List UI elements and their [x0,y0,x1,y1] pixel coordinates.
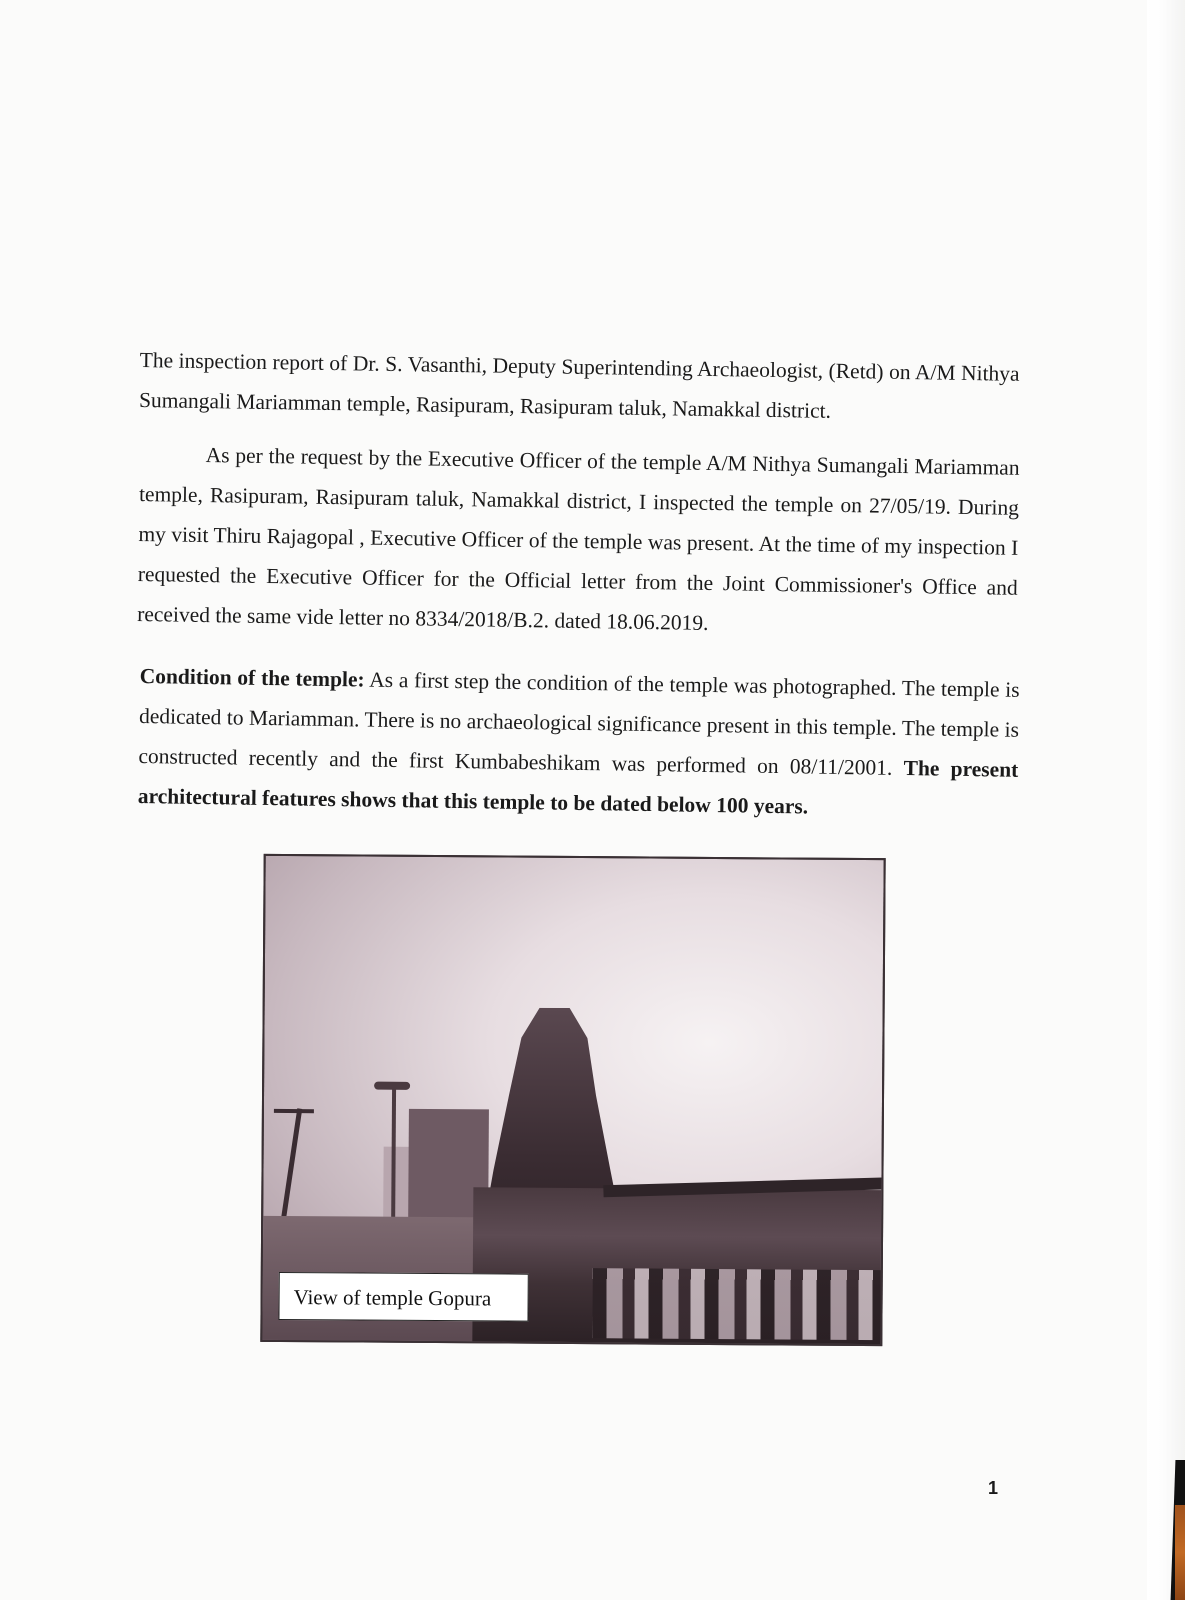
intro-paragraph: The inspection report of Dr. S. Vasanthi, Deputy Superintending Archaeologist, (Retd) on A/M Nithya Sumangali Mariamman temple, Rasipuram, Rasipuram taluk, Namakkal district. [138,347,1020,423]
condition-body: As a first step the condition of the temple was photographed. The temple is dedicated to Mariamman. There is no archaeological significance present in this temple. The temple is constructed recently and the first Kumbabeshikam was performed on 08/11/2001. [138,667,1020,780]
temple-colonnade [592,1268,882,1340]
condition-paragraph [137,656,1019,830]
temple-gopura-photo [260,854,885,1346]
scan-edge-table [1175,1505,1185,1600]
page-edge [1147,0,1185,1600]
request-paragraph: As per the request by the Executive Officer of the temple A/M Nithya Sumangali Mariamman temple, Rasipuram, Rasipuram taluk, Namakkal district, I inspected the temple on 27/05/19. During my visit Thiru Rajagopal , Executive Officer of the temple was present. At the time of my inspection I requested the Executive Officer for the Official letter from the Joint Commissioner's Office and received the same vide letter no 8334/2018/B.2. dated 18.06.2019. [136,442,1020,635]
condition-heading: Condition of the temple: [139,663,365,692]
utility-pole-arm [274,1109,314,1113]
figure-caption: View of temple Gopura [278,1272,528,1322]
condition-conclusion: The present architectural features shows that this temple to be dated below 100 years. [137,755,1019,819]
page-number: 1 [988,1478,999,1498]
light-mast-head [374,1082,410,1090]
